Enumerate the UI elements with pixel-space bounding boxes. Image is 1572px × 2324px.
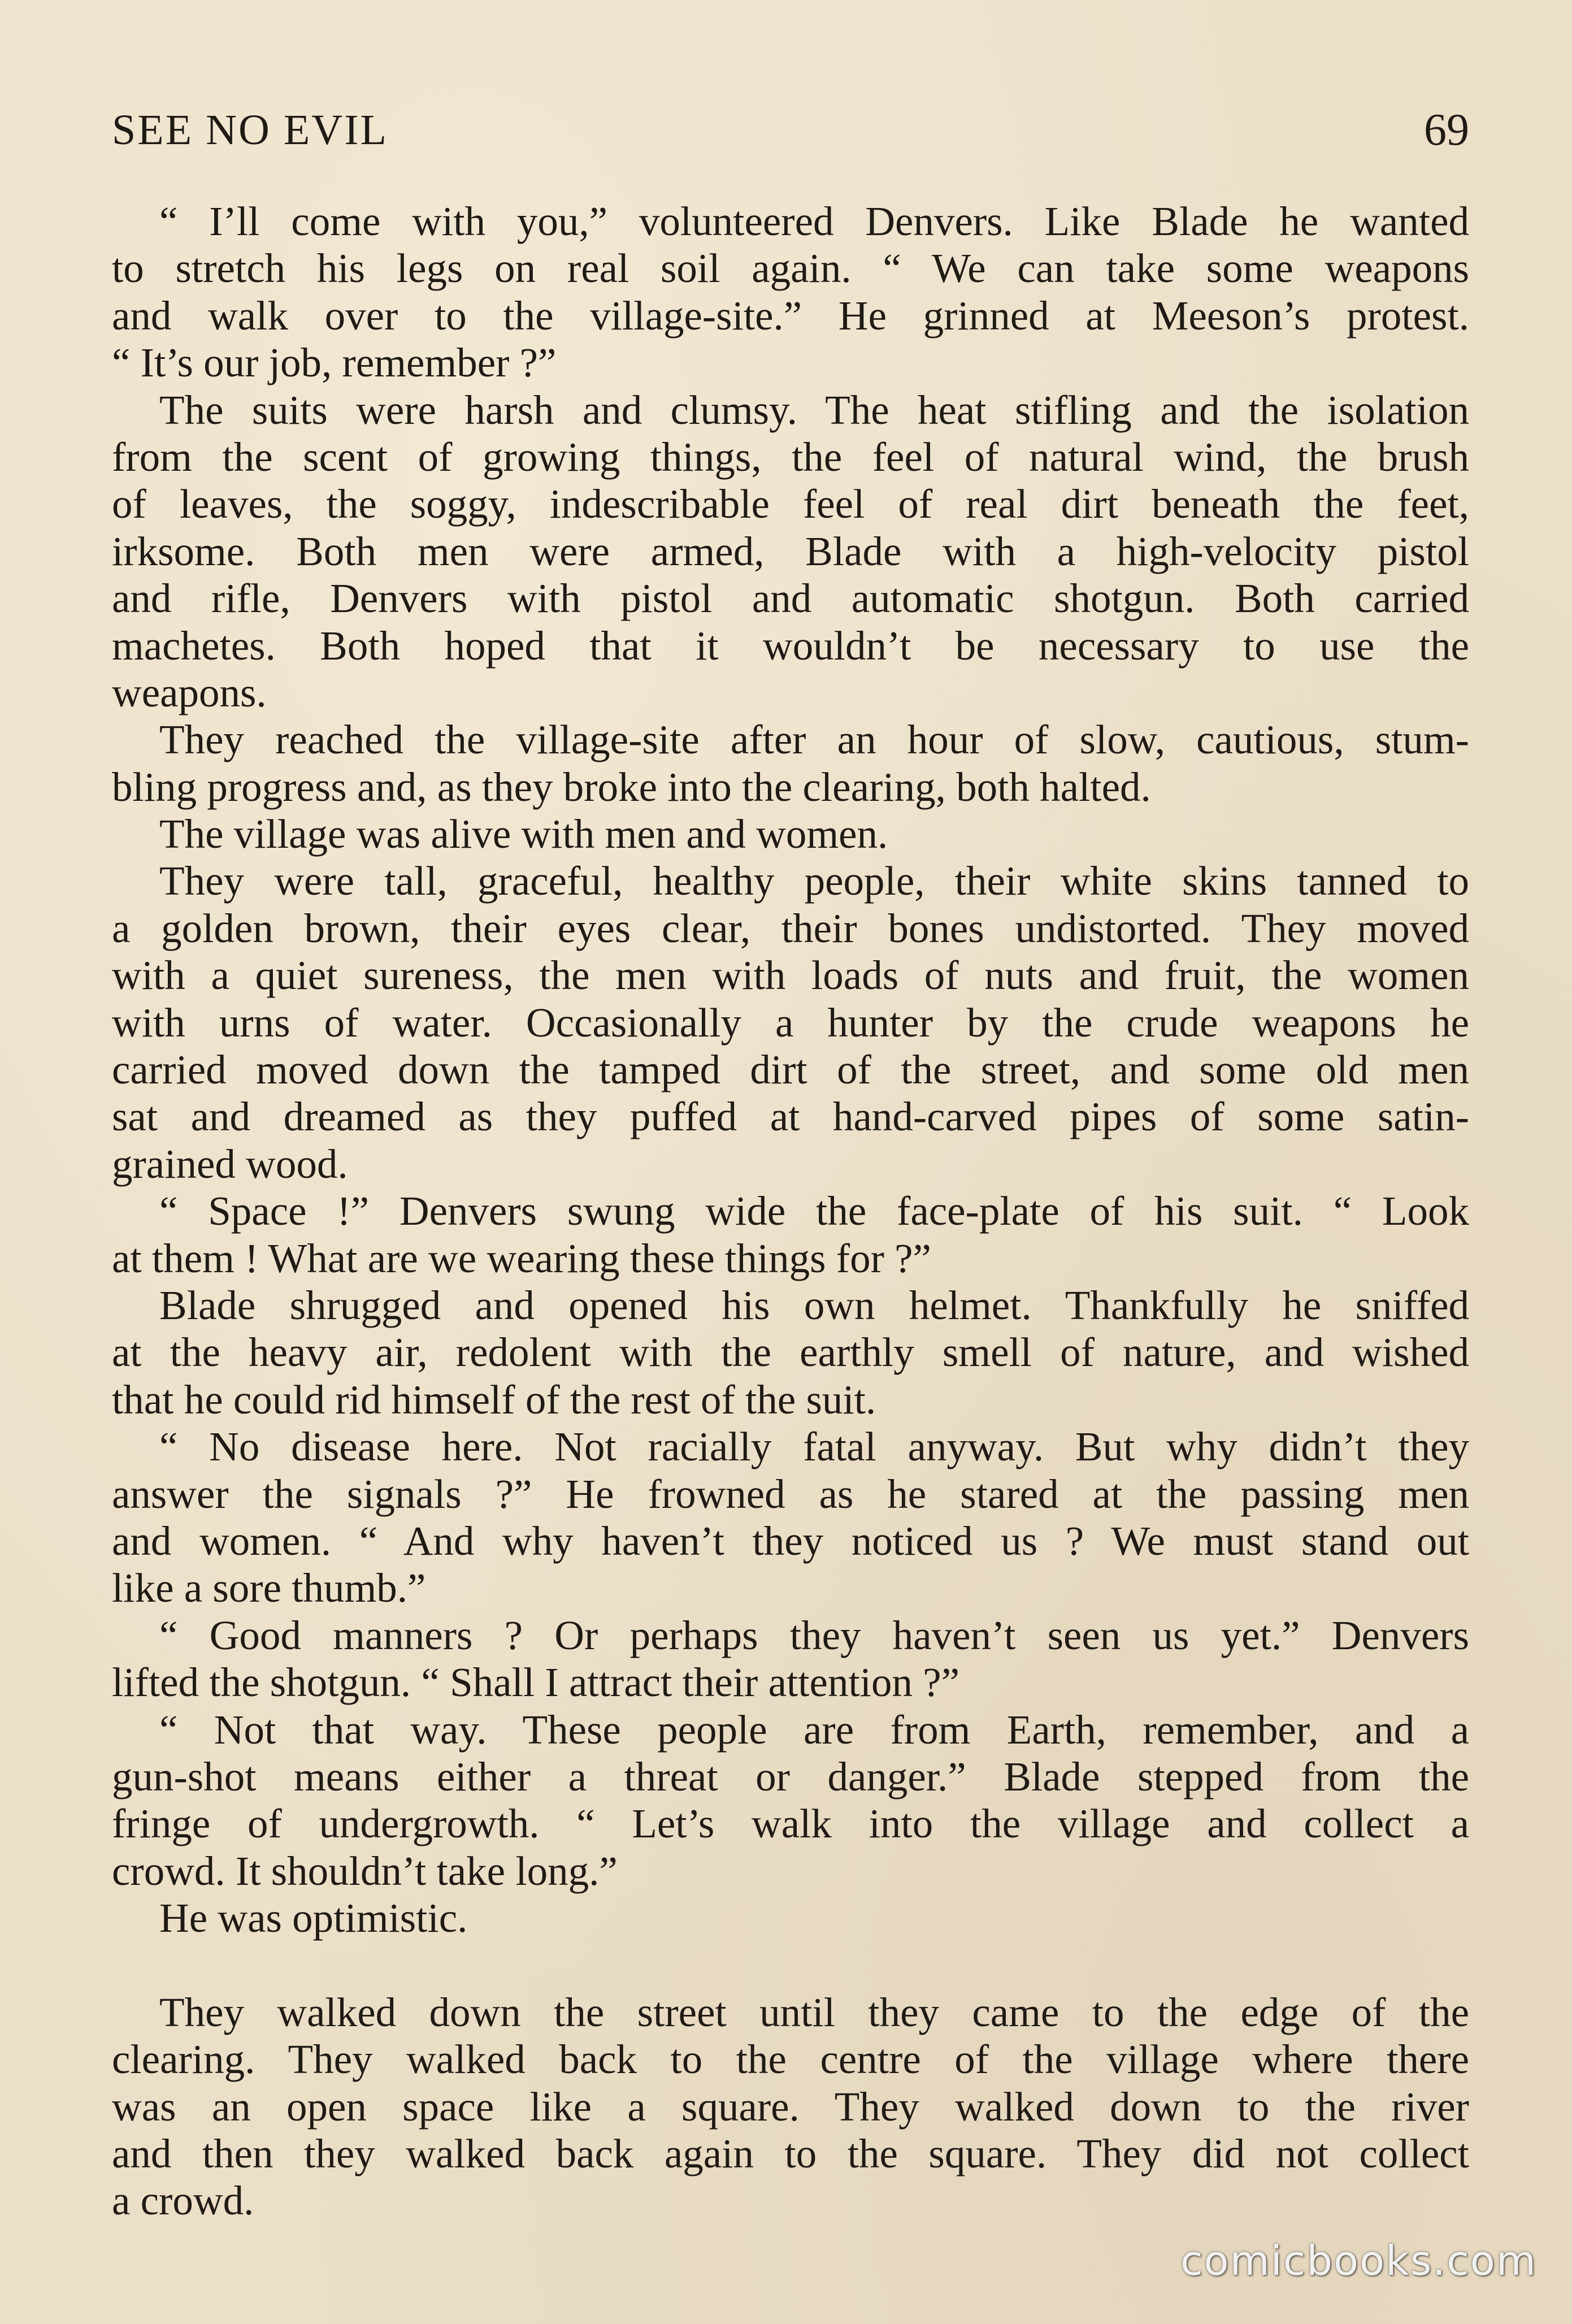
text-line: like a sore thumb.”: [112, 1565, 426, 1611]
text-line: They walked down the street until they came to the edge of the: [159, 1989, 1469, 2035]
watermark: comicbooks.com: [1180, 2237, 1537, 2284]
text-line: that he could rid himself of the rest of the suit.: [112, 1376, 876, 1423]
text-line: “ No disease here. Not racially fatal anyway. But why didn’t they: [159, 1424, 1469, 1470]
text-line: The suits were harsh and clumsy. The heat stifling and the isolation: [159, 387, 1469, 433]
text-line: clearing. They walked back to the centre of the village where there: [112, 2036, 1469, 2083]
text-line: “ It’s our job, remember ?”: [112, 340, 557, 386]
body-text: [112, 198, 1469, 2225]
text-line: They reached the village-site after an hour of slow, cautious, stum-: [159, 717, 1469, 763]
text-line: “ Space !” Denvers swung wide the face-plate of his suit. “ Look: [159, 1188, 1469, 1234]
text-line: with urns of water. Occasionally a hunter by the crude weapons he: [112, 999, 1469, 1046]
text-line: sat and dreamed as they puffed at hand-carved pipes of some satin-: [112, 1094, 1469, 1140]
text-line: a crowd.: [112, 2178, 254, 2224]
text-line: crowd. It shouldn’t take long.”: [112, 1848, 618, 1894]
text-line: a golden brown, their eyes clear, their bones undistorted. They moved: [112, 905, 1469, 951]
text-line: weapons.: [112, 669, 267, 716]
text-line: fringe of undergrowth. “ Let’s walk into the village and collect a: [112, 1801, 1469, 1847]
text-line: “ I’ll come with you,” volunteered Denvers. Like Blade he wanted: [159, 198, 1469, 244]
text-line: “ Not that way. These people are from Earth, remember, and a: [159, 1706, 1469, 1753]
text-line: and rifle, Denvers with pistol and automatic shotgun. Both carried: [112, 575, 1469, 622]
text-line: to stretch his legs on real soil again. “ We can take some weapons: [112, 245, 1469, 292]
text-line: gun-shot means either a threat or danger.” Blade stepped from the: [112, 1753, 1469, 1800]
text-line: The village was alive with men and women.: [159, 811, 888, 857]
text-line: carried moved down the tamped dirt of the street, and some old men: [112, 1047, 1469, 1093]
text-line: at them ! What are we wearing these things for ?”: [112, 1235, 931, 1281]
page-header: [112, 99, 1469, 161]
text-line: Blade shrugged and opened his own helmet. Thankfully he sniffed: [159, 1282, 1469, 1328]
text-line: bling progress and, as they broke into the clearing, both halted.: [112, 764, 1151, 810]
page-number: 69: [1424, 105, 1469, 155]
text-line: from the scent of growing things, the feel of natural wind, the brush: [112, 433, 1469, 480]
text-line: grained wood.: [112, 1141, 348, 1187]
text-line: at the heavy air, redolent with the earthly smell of nature, and wished: [112, 1329, 1469, 1376]
text-line: irksome. Both men were armed, Blade with a high-velocity pistol: [112, 528, 1469, 574]
text-line: of leaves, the soggy, indescribable feel of real dirt beneath the feet,: [112, 481, 1469, 527]
text-line: with a quiet sureness, the men with loads of nuts and fruit, the women: [112, 952, 1469, 999]
text-line: He was optimistic.: [159, 1895, 468, 1941]
text-line: They were tall, graceful, healthy people, their white skins tanned to: [159, 858, 1469, 904]
text-line: was an open space like a square. They walked down to the river: [112, 2083, 1469, 2130]
text-line: and then they walked back again to the square. They did not collect: [112, 2131, 1469, 2177]
text-line: machetes. Both hoped that it wouldn’t be necessary to use the: [112, 622, 1469, 669]
text-line: answer the signals ?” He frowned as he stared at the passing men: [112, 1471, 1469, 1517]
text-line: lifted the shotgun. “ Shall I attract their attention ?”: [112, 1659, 960, 1706]
running-head: SEE NO EVIL: [112, 106, 388, 154]
text-line: “ Good manners ? Or perhaps they haven’t seen us yet.” Denvers: [159, 1612, 1469, 1658]
section-break: [112, 1941, 1469, 1988]
text-line: and walk over to the village-site.” He grinned at Meeson’s protest.: [112, 292, 1469, 339]
text-line: and women. “ And why haven’t they noticed us ? We must stand out: [112, 1517, 1469, 1564]
